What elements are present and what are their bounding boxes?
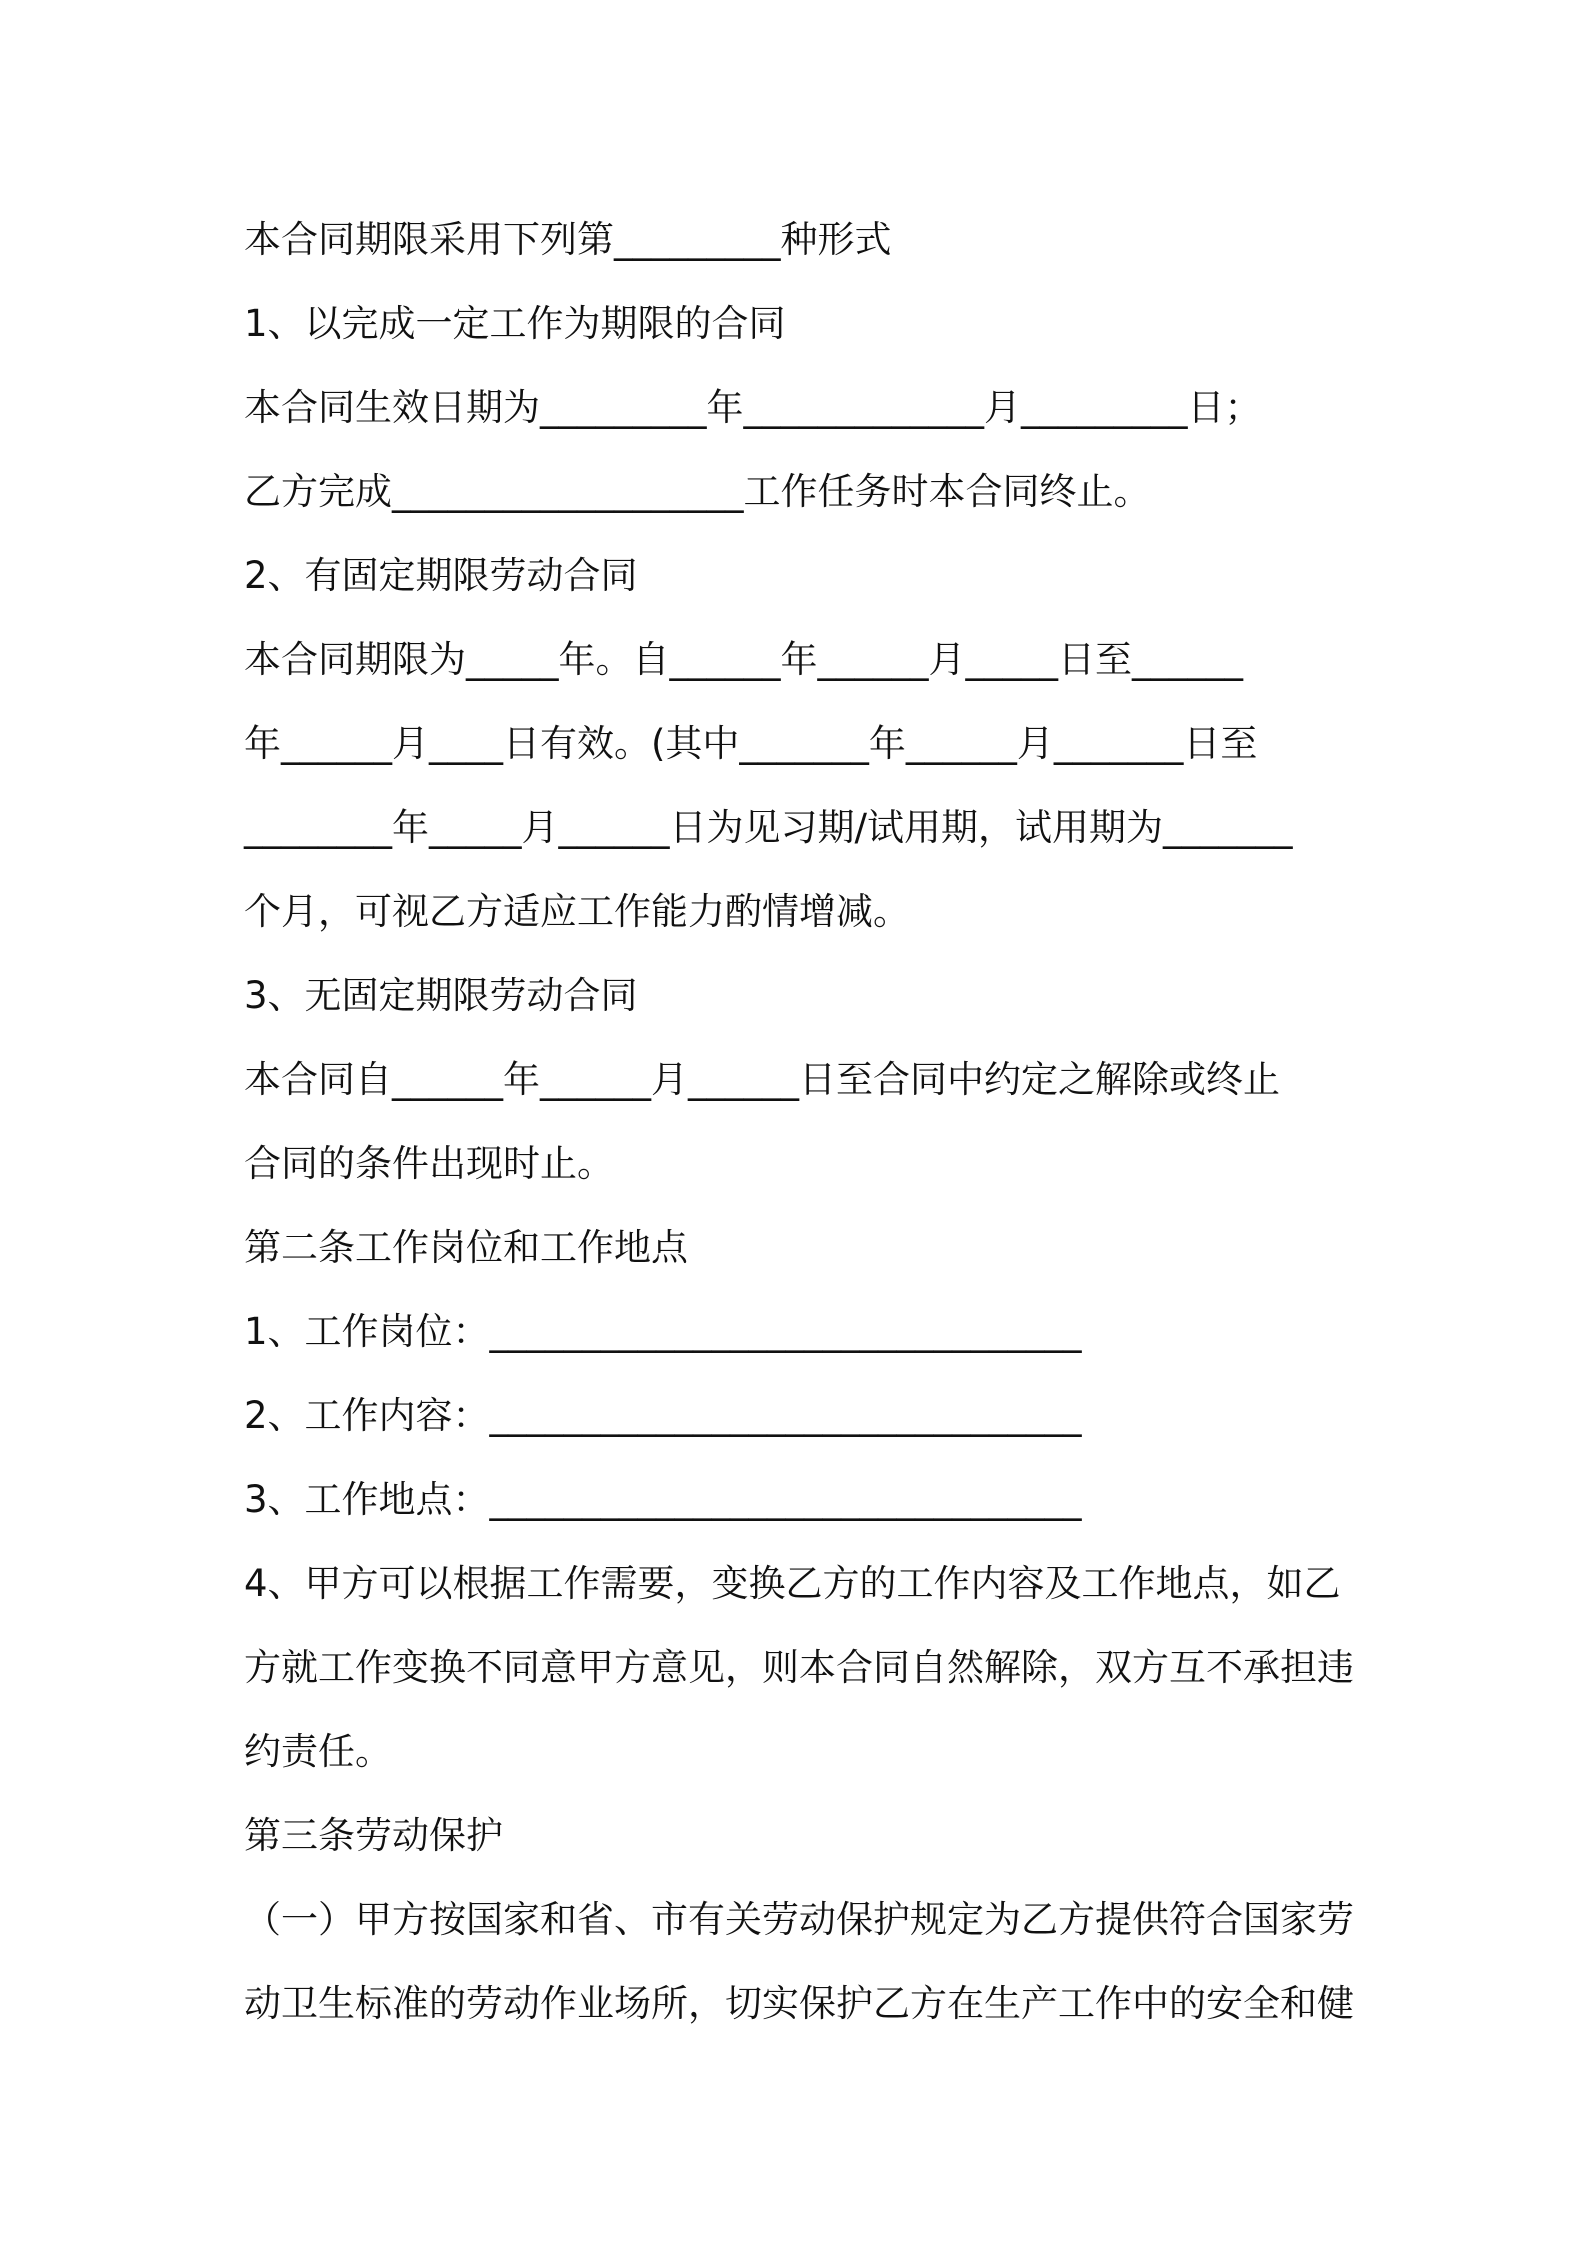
article-3-heading: 第三条劳动保护 [244, 1814, 503, 1857]
job-position-line: 1、工作岗位：________________________________ [244, 1310, 1082, 1353]
open-ended-line-1: 本合同自______年______月______日至合同中约定之解除或终止 [244, 1058, 1280, 1101]
job-change-line-2: 方就工作变换不同意甲方意见，则本合同自然解除，双方互不承担违 [244, 1646, 1354, 1689]
fixed-term-line-4: 个月，可视乙方适应工作能力酌情增减。 [244, 890, 910, 933]
job-content-line: 2、工作内容：________________________________ [244, 1394, 1082, 1437]
job-change-line-1: 4、甲方可以根据工作需要，变换乙方的工作内容及工作地点，如乙 [244, 1562, 1341, 1605]
option-3-heading: 3、无固定期限劳动合同 [244, 974, 638, 1017]
job-change-line-3: 约责任。 [244, 1730, 392, 1773]
fixed-term-line-3: ________年_____月______日为见习期/试用期，试用期为_______ [244, 806, 1293, 849]
labor-protection-line-2: 动卫生标准的劳动作业场所，切实保护乙方在生产工作中的安全和健 [244, 1982, 1354, 2025]
open-ended-line-2: 合同的条件出现时止。 [244, 1142, 614, 1185]
document-body [244, 198, 1356, 2046]
task-completion-line: 乙方完成___________________工作任务时本合同终止。 [244, 470, 1151, 513]
contract-term-form-line: 本合同期限采用下列第_________种形式 [244, 218, 892, 261]
article-2-heading: 第二条工作岗位和工作地点 [244, 1226, 688, 1269]
labor-protection-line-1: （一）甲方按国家和省、市有关劳动保护规定为乙方提供符合国家劳 [244, 1898, 1354, 1941]
effective-date-line: 本合同生效日期为_________年_____________月_________日； [244, 386, 1262, 429]
fixed-term-line-1: 本合同期限为_____年。自______年______月_____日至______ [244, 638, 1243, 681]
option-1-heading: 1、以完成一定工作为期限的合同 [244, 302, 786, 345]
fixed-term-line-2: 年______月____日有效。(其中_______年______月_______日至 [244, 722, 1258, 765]
option-2-heading: 2、有固定期限劳动合同 [244, 554, 638, 597]
job-location-line: 3、工作地点：________________________________ [244, 1478, 1082, 1521]
